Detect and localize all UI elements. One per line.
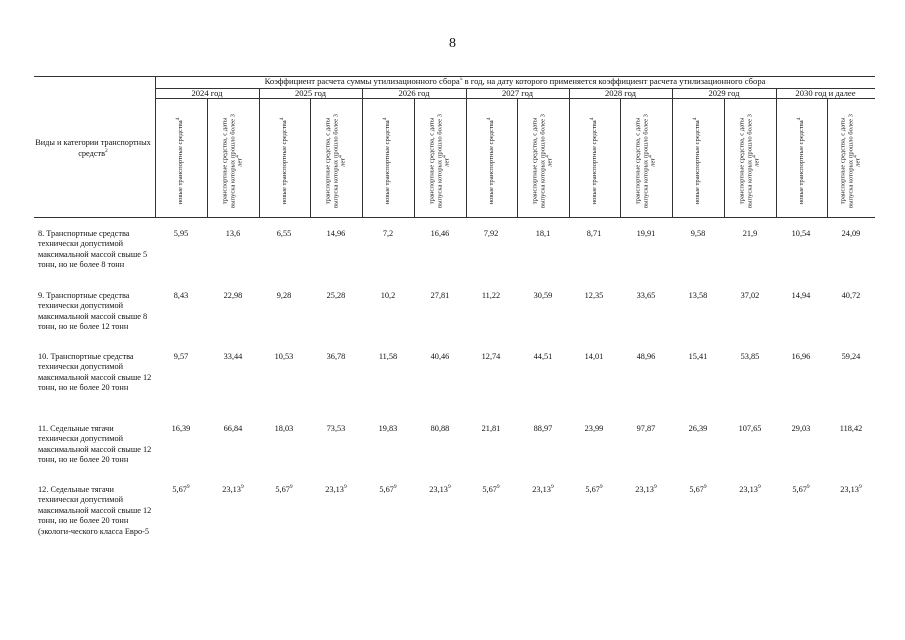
value-cell: 7,92	[483, 229, 499, 238]
value-cell: 53,85	[740, 352, 760, 361]
value-cell: 9,58	[690, 229, 706, 238]
year-header: 2024 год	[191, 88, 223, 98]
row-header-label: Виды и категории транспортных средств$^2$	[35, 138, 151, 158]
value-cell: 12,74	[481, 352, 501, 361]
value-cell: 19,83	[378, 424, 398, 433]
value-cell: 18,1	[535, 229, 551, 238]
value-cell: 8,43	[173, 291, 189, 300]
row-label: 10. Транспортные средства технически допустимой максимальной массой свыше 12 тонн, но не более 20 тонн	[38, 352, 152, 393]
coefficient-caption: Коэффициент расчета суммы утилизационного сбора$^5$ в год, на дату которого применяется коэффициент расчета утилизационного сбора	[264, 76, 766, 86]
value-cell: 66,84	[223, 424, 243, 433]
value-cell: 23,13$^9$	[739, 484, 761, 494]
value-cell: 8,71	[586, 229, 602, 238]
col-header-used: транспортные средства, с даты выпуска которых прошло более 3 лет$^4$	[634, 114, 657, 208]
value-cell: 26,39	[688, 424, 708, 433]
value-cell: 40,72	[841, 291, 861, 300]
col-header-used: транспортные средства, с даты выпуска которых прошло более 3 лет$^4$	[839, 114, 862, 208]
header-bottom-rule	[34, 217, 875, 218]
col-header-used: транспортные средства, с даты выпуска которых прошло более 3 лет$^4$	[531, 114, 554, 208]
value-cell: 14,94	[791, 291, 811, 300]
value-cell: 18,03	[274, 424, 294, 433]
value-cell: 24,09	[841, 229, 861, 238]
value-cell: 10,53	[274, 352, 294, 361]
value-cell: 44,51	[533, 352, 553, 361]
col-header-used: транспортные средства, с даты выпуска которых прошло более 3 лет$^4$	[221, 114, 244, 208]
value-cell: 12,35	[584, 291, 604, 300]
col-header-new: новые транспортные средства$^4$	[278, 117, 288, 205]
value-cell: 16,39	[171, 424, 191, 433]
value-cell: 23,13$^9$	[325, 484, 347, 494]
value-cell: 59,24	[841, 352, 861, 361]
year-header: 2027 год	[501, 88, 534, 98]
value-cell: 5,67$^9$	[689, 484, 707, 494]
value-cell: 118,42	[839, 424, 863, 433]
value-cell: 10,54	[791, 229, 811, 238]
value-cell: 5,95	[173, 229, 189, 238]
value-cell: 11,22	[481, 291, 501, 300]
value-cell: 97,87	[636, 424, 656, 433]
row-label: 8. Транспортные средства технически допустимой максимальной массой свыше 5 тонн, но не более 8 тонн	[38, 229, 148, 270]
value-cell: 13,58	[688, 291, 708, 300]
page-number: 8	[449, 36, 456, 51]
value-cell: 6,55	[276, 229, 292, 238]
value-cell: 27,81	[430, 291, 450, 300]
col-header-used: транспортные средства, с даты выпуска которых прошло более 3 лет$^4$	[324, 114, 347, 208]
value-cell: 5,67$^9$	[792, 484, 810, 494]
value-cell: 23,13$^9$	[429, 484, 451, 494]
value-cell: 80,88	[430, 424, 450, 433]
value-cell: 23,13$^9$	[635, 484, 657, 494]
value-cell: 5,67$^9$	[275, 484, 293, 494]
value-cell: 33,44	[223, 352, 243, 361]
value-cell: 29,03	[791, 424, 811, 433]
year-header: 2030 год и далее	[795, 88, 856, 98]
col-header-new: новые транспортные средства$^4$	[382, 117, 392, 205]
value-cell: 5,67$^9$	[482, 484, 500, 494]
col-header-new: новые транспортные средства$^4$	[795, 117, 805, 205]
value-cell: 73,53	[326, 424, 346, 433]
row-label: 11. Седельные тягачи технически допустимой максимальной массой свыше 12 тонн, но не более 20 тонн	[38, 424, 152, 465]
year-header: 2026 год	[398, 88, 430, 98]
value-cell: 14,01	[584, 352, 604, 361]
col-header-new: новые транспортные средства$^4$	[588, 117, 598, 205]
value-cell: 16,46	[430, 229, 450, 238]
value-cell: 9,57	[173, 352, 189, 361]
value-cell: 9,28	[276, 291, 292, 300]
value-cell: 14,96	[326, 229, 346, 238]
year-header: 2029 год	[708, 88, 740, 98]
value-cell: 10,2	[380, 291, 396, 300]
value-cell: 13,6	[225, 229, 241, 238]
value-cell: 19,91	[636, 229, 656, 238]
col-header-new: новые транспортные средства$^4$	[485, 117, 495, 205]
value-cell: 48,96	[636, 352, 656, 361]
row-label: 12. Седельные тягачи технически допустимой максимальной массой свыше 12 тонн, но не более 20 тонн (экологи-ческого класса Евро-5	[38, 485, 152, 536]
value-cell: 30,59	[533, 291, 553, 300]
value-cell: 23,99	[584, 424, 604, 433]
value-cell: 36,78	[326, 352, 346, 361]
value-cell: 16,96	[791, 352, 811, 361]
year-header: 2028 год	[604, 88, 637, 98]
value-cell: 21,9	[742, 229, 758, 238]
value-cell: 11,58	[378, 352, 398, 361]
value-cell: 15,41	[688, 352, 708, 361]
col-header-used: транспортные средства, с даты выпуска которых прошло более 3 лет$^4$	[738, 114, 761, 208]
value-cell: 23,13$^9$	[222, 484, 244, 494]
col-header-used: транспортные средства, с даты выпуска которых прошло более 3 лет$^4$	[428, 114, 451, 208]
value-cell: 5,67$^9$	[172, 484, 190, 494]
value-cell: 5,67$^9$	[585, 484, 603, 494]
value-cell: 33,65	[636, 291, 656, 300]
value-cell: 22,98	[223, 291, 243, 300]
year-header: 2025 год	[294, 88, 327, 98]
value-cell: 23,13$^9$	[840, 484, 862, 494]
row-label: 9. Транспортные средства технически допустимой максимальной массой свыше 8 тонн, но не более 12 тонн	[38, 291, 148, 332]
value-cell: 37,02	[740, 291, 760, 300]
col-header-new: новые транспортные средства$^4$	[175, 117, 185, 205]
col-header-new: новые транспортные средства$^4$	[692, 117, 702, 205]
value-cell: 21,81	[481, 424, 501, 433]
value-cell: 40,46	[430, 352, 450, 361]
value-cell: 88,97	[533, 424, 553, 433]
value-cell: 23,13$^9$	[532, 484, 554, 494]
value-cell: 107,65	[738, 424, 762, 433]
value-cell: 25,28	[326, 291, 346, 300]
value-cell: 7,2	[382, 229, 394, 238]
value-cell: 5,67$^9$	[379, 484, 397, 494]
